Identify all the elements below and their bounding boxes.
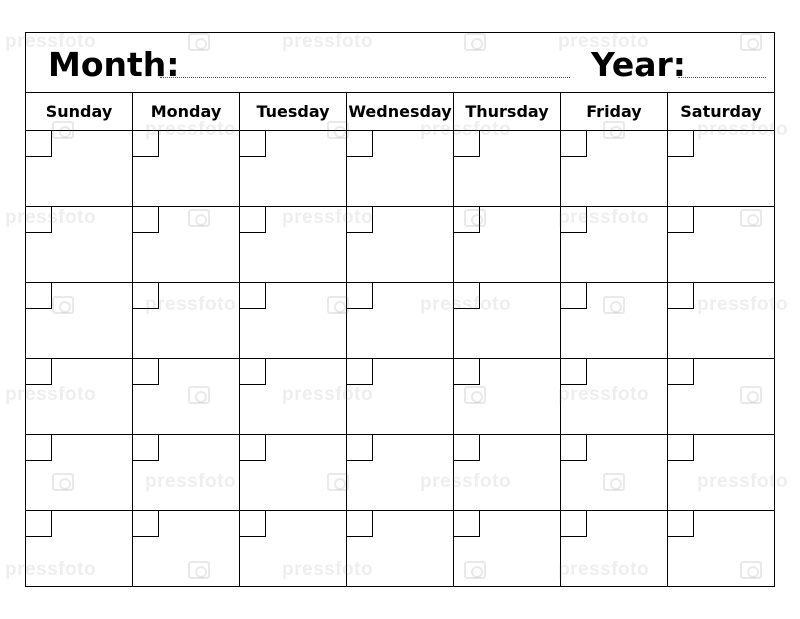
day-cell[interactable] (133, 131, 240, 207)
weekday-thursday: Thursday (454, 93, 561, 130)
date-number-box[interactable] (668, 511, 694, 537)
day-cell[interactable] (561, 435, 668, 511)
watermark-text: pressfoto (558, 559, 650, 580)
day-cell[interactable] (561, 131, 668, 207)
day-cell[interactable] (561, 511, 668, 587)
day-cell[interactable] (26, 435, 133, 511)
day-cell[interactable] (347, 359, 454, 435)
date-number-box[interactable] (668, 131, 694, 157)
day-cell[interactable] (347, 131, 454, 207)
day-grid (26, 131, 774, 586)
weekday-saturday: Saturday (680, 102, 762, 121)
watermark-text: pressfoto (420, 294, 512, 315)
day-cell[interactable] (668, 131, 774, 207)
watermark-text: pressfoto (5, 31, 97, 52)
date-number-box[interactable] (347, 131, 373, 157)
date-number-box[interactable] (347, 283, 373, 309)
calendar-header (26, 33, 774, 93)
day-cell[interactable] (133, 359, 240, 435)
watermark-text: pressfoto (558, 384, 650, 405)
date-number-box[interactable] (133, 207, 159, 233)
date-number-box[interactable] (133, 435, 159, 461)
watermark-text: pressfoto (5, 207, 97, 228)
weekday-sunday: Sunday (26, 93, 133, 130)
date-number-box[interactable] (347, 207, 373, 233)
day-cell[interactable] (668, 511, 774, 587)
watermark-text: pressfoto (145, 294, 237, 315)
day-cell[interactable] (347, 283, 454, 359)
day-cell[interactable] (133, 207, 240, 283)
day-cell[interactable] (454, 131, 561, 207)
watermark-text: pressfoto (558, 207, 650, 228)
day-cell[interactable] (240, 283, 347, 359)
date-number-box[interactable] (240, 435, 266, 461)
day-cell[interactable] (561, 283, 668, 359)
day-cell[interactable] (668, 359, 774, 435)
watermark-text: pressfoto (5, 559, 97, 580)
weekday-friday: Friday (561, 93, 668, 130)
day-cell[interactable] (454, 359, 561, 435)
weekday-header-row (26, 93, 774, 131)
watermark-text: pressfoto (697, 119, 789, 140)
date-number-box[interactable] (26, 131, 52, 157)
date-number-box[interactable] (561, 359, 587, 385)
date-number-box[interactable] (347, 511, 373, 537)
date-number-box[interactable] (133, 359, 159, 385)
day-cell[interactable] (26, 283, 133, 359)
month-label: Month: (48, 45, 180, 84)
watermark-text: pressfoto (420, 119, 512, 140)
day-cell[interactable] (347, 435, 454, 511)
date-number-box[interactable] (26, 511, 52, 537)
watermark-text: pressfoto (145, 119, 237, 140)
weekday-monday: Monday (133, 93, 240, 130)
date-number-box[interactable] (347, 435, 373, 461)
weekday-tuesday: Tuesday (240, 93, 347, 130)
day-cell[interactable] (240, 131, 347, 207)
day-cell[interactable] (454, 283, 561, 359)
day-cell[interactable] (133, 283, 240, 359)
date-number-box[interactable] (561, 131, 587, 157)
date-number-box[interactable] (454, 359, 480, 385)
day-cell[interactable] (240, 359, 347, 435)
watermark-text: pressfoto (558, 31, 650, 52)
day-cell[interactable] (133, 511, 240, 587)
date-number-box[interactable] (668, 359, 694, 385)
date-number-box[interactable] (240, 131, 266, 157)
date-number-box[interactable] (454, 511, 480, 537)
day-cell[interactable] (240, 511, 347, 587)
watermark-text: pressfoto (420, 471, 512, 492)
date-number-box[interactable] (454, 131, 480, 157)
date-number-box[interactable] (133, 131, 159, 157)
date-number-box[interactable] (561, 283, 587, 309)
watermark-text: pressfoto (5, 384, 97, 405)
date-number-box[interactable] (561, 435, 587, 461)
date-number-box[interactable] (26, 207, 52, 233)
month-write-line[interactable] (160, 77, 570, 78)
day-cell[interactable] (133, 435, 240, 511)
date-number-box[interactable] (561, 511, 587, 537)
year-write-line[interactable] (678, 77, 766, 78)
date-number-box[interactable] (26, 359, 52, 385)
date-number-box[interactable] (454, 207, 480, 233)
weekday-wednesday: Wednesday (347, 93, 454, 130)
date-number-box[interactable] (347, 359, 373, 385)
calendar-sheet (25, 32, 775, 587)
date-number-box[interactable] (133, 283, 159, 309)
day-cell[interactable] (561, 207, 668, 283)
day-cell[interactable] (561, 359, 668, 435)
watermark-text: pressfoto (282, 559, 374, 580)
date-number-box[interactable] (240, 207, 266, 233)
date-number-box[interactable] (240, 359, 266, 385)
watermark-text: pressfoto (697, 471, 789, 492)
date-number-box[interactable] (668, 283, 694, 309)
date-number-box[interactable] (454, 283, 480, 309)
watermark-text: pressfoto (282, 207, 374, 228)
watermark-text: pressfoto (282, 384, 374, 405)
year-label: Year: (591, 45, 686, 84)
date-number-box[interactable] (26, 283, 52, 309)
day-cell[interactable] (668, 207, 774, 283)
watermark-text: pressfoto (145, 471, 237, 492)
watermark-text: pressfoto (282, 31, 374, 52)
day-cell[interactable] (454, 435, 561, 511)
day-cell[interactable] (240, 207, 347, 283)
day-cell[interactable] (26, 131, 133, 207)
date-number-box[interactable] (561, 207, 587, 233)
watermark-text: pressfoto (697, 294, 789, 315)
day-cell[interactable] (347, 207, 454, 283)
date-number-box[interactable] (133, 511, 159, 537)
day-cell[interactable] (26, 207, 133, 283)
date-number-box[interactable] (454, 435, 480, 461)
date-number-box[interactable] (668, 207, 694, 233)
date-number-box[interactable] (240, 283, 266, 309)
day-cell[interactable] (347, 511, 454, 587)
day-cell[interactable] (454, 207, 561, 283)
day-cell[interactable] (668, 283, 774, 359)
day-cell[interactable] (240, 435, 347, 511)
date-number-box[interactable] (668, 435, 694, 461)
date-number-box[interactable] (26, 435, 52, 461)
day-cell[interactable] (26, 511, 133, 587)
date-number-box[interactable] (240, 511, 266, 537)
day-cell[interactable] (668, 435, 774, 511)
day-cell[interactable] (26, 359, 133, 435)
day-cell[interactable] (454, 511, 561, 587)
